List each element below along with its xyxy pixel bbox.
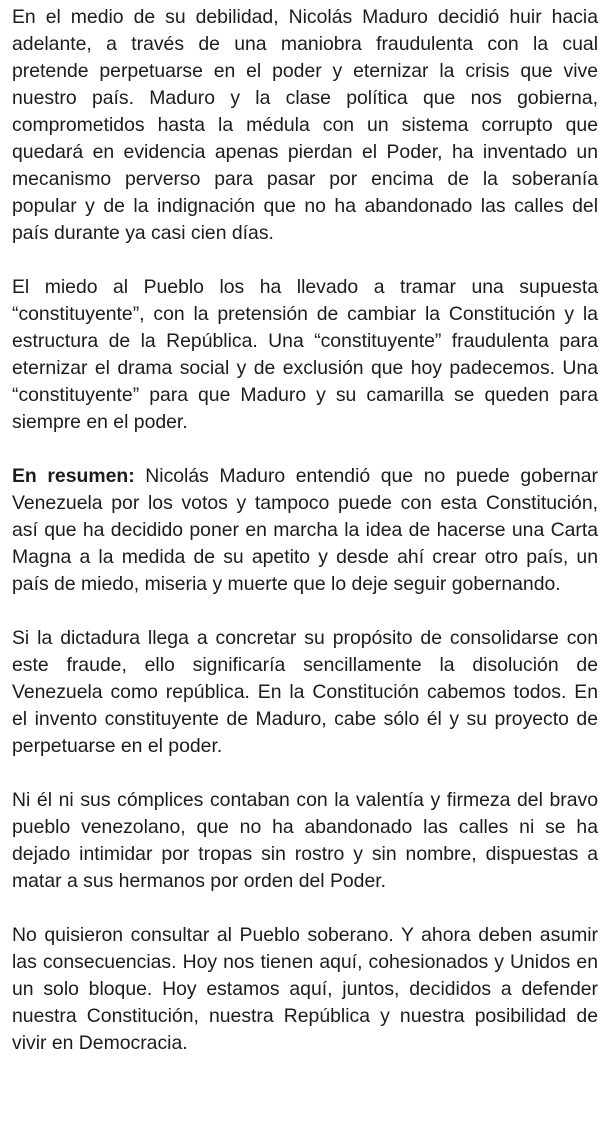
paragraph-4 [12, 625, 598, 760]
paragraph-3 [12, 463, 598, 598]
paragraph-5-text: Ni él ni sus cómplices contaban con la valentía y firmeza del bravo pueblo venezolano, que no ha abandonado las calles ni se ha dejado intimidar por tropas sin rostro y sin nombre, dispuestas a matar a sus hermanos por orden del Poder. [12, 789, 598, 892]
paragraph-4-text: Si la dictadura llega a concretar su propósito de consolidarse con este fraude, ello significaría sencillamente la disolución de Venezuela como república. En la Constitución cabemos todos. En el invento constituyente de Maduro, cabe sólo él y su proyecto de perpetuarse en el poder. [12, 627, 598, 757]
paragraph-1-text: En el medio de su debilidad, Nicolás Maduro decidió huir hacia adelante, a través de una maniobra fraudulenta con la cual pretende perpetuarse en el poder y eternizar la crisis que vive nuestro país. Maduro y la clase política que nos gobierna, comprometidos hasta la médula con un sistema corrupto que quedará en evidencia apenas pierdan el Poder, ha inventado un mecanismo perverso para pasar por encima de la soberanía popular y de la indignación que no ha abandonado las calles del país durante ya casi cien días. [12, 6, 598, 244]
paragraph-3-lead: En resumen: [12, 465, 135, 487]
paragraph-6 [12, 922, 598, 1057]
paragraph-2 [12, 274, 598, 436]
paragraph-2-text: El miedo al Pueblo los ha llevado a tramar una supuesta “constituyente”, con la pretensión de cambiar la Constitución y la estructura de la República. Una “constituyente” fraudulenta para eternizar el drama social y de exclusión que hoy padecemos. Una “constituyente” para que Maduro y su camarilla se queden para siempre en el poder. [12, 276, 598, 433]
paragraph-5 [12, 787, 598, 895]
paragraph-6-text: No quisieron consultar al Pueblo soberano. Y ahora deben asumir las consecuencias. Hoy nos tienen aquí, cohesionados y Unidos en un solo bloque. Hoy estamos aquí, juntos, decididos a defender nuestra Constitución, nuestra República y nuestra posibilidad de vivir en Democracia. [12, 924, 598, 1054]
paragraph-1 [12, 4, 598, 247]
paragraph-3-text: Nicolás Maduro entendió que no puede gobernar Venezuela por los votos y tampoco puede con esta Constitución, así que ha decidido poner en marcha la idea de hacerse una Carta Magna a la medida de su apetito y desde ahí crear otro país, un país de miedo, miseria y muerte que lo deje seguir gobernando. [12, 465, 599, 595]
